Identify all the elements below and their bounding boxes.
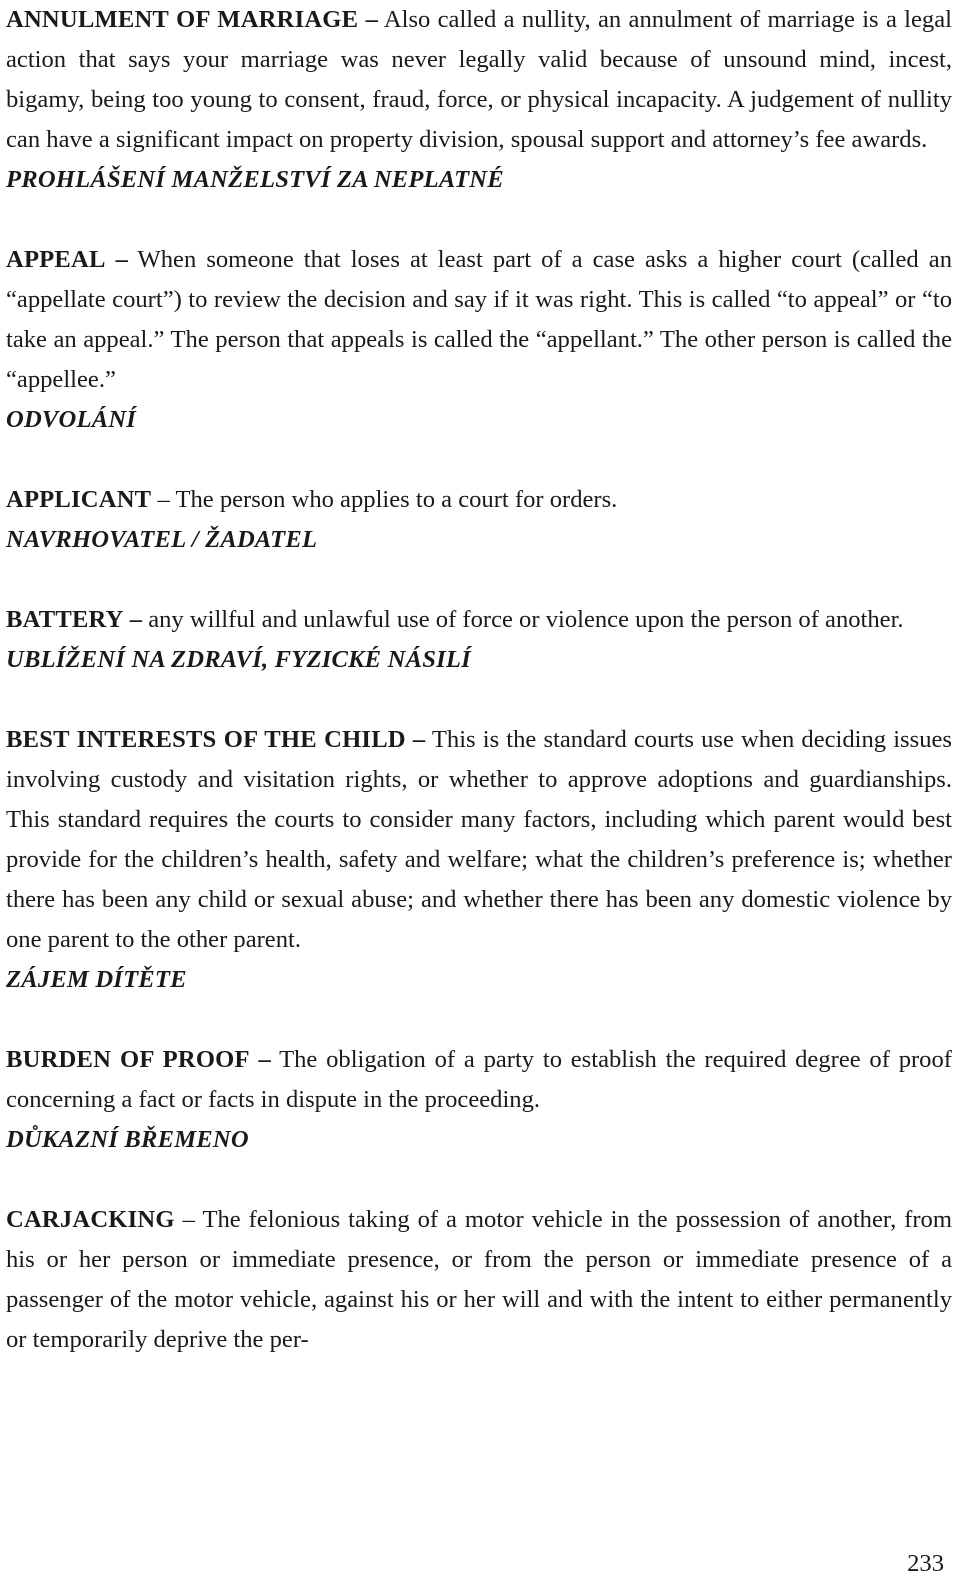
entry-body — [6, 240, 952, 400]
glossary-page — [6, 0, 952, 1400]
entry-term: BEST INTERESTS OF THE CHILD — [6, 726, 406, 753]
entry-term: APPEAL — [6, 246, 106, 273]
entry-appeal — [6, 240, 952, 440]
entry-translation: ZÁJEM DÍTĚTE — [6, 966, 187, 993]
entry-annulment-of-marriage — [6, 0, 952, 200]
entry-best-interests-of-the-child — [6, 720, 952, 1000]
entry-term: BATTERY — [6, 606, 124, 633]
entry-translation: PROHLÁŠENÍ MANŽELSTVÍ ZA NEPLATNÉ — [6, 166, 504, 193]
entry-translation: ODVOLÁNÍ — [6, 406, 137, 433]
entry-definition: The obligation of a party to establish the required degree of proof concerning a fact or facts in dispute in the proceeding. — [6, 1046, 952, 1113]
entry-definition: The felonious taking of a motor vehicle in the possession of another, from his or her person or immediate presence, or from the person or immediate presence of a passenger of the motor vehicle, against his or her will and with the intent to either permanently or temporarily deprive the per- — [6, 1206, 952, 1353]
entry-body — [6, 480, 952, 520]
entry-term: APPLICANT — [6, 486, 152, 513]
entry-definition: The person who applies to a court for orders. — [175, 486, 618, 513]
entry-translation: UBLÍŽENÍ NA ZDRAVÍ, FYZICKÉ NÁSILÍ — [6, 646, 471, 673]
entry-body — [6, 720, 952, 960]
entry-dash: – — [157, 486, 170, 513]
entry-translation: DŮKAZNÍ BŘEMENO — [6, 1126, 249, 1153]
entry-dash: – — [129, 606, 143, 633]
entry-dash: – — [115, 246, 128, 273]
entry-dash: – — [412, 726, 426, 753]
entry-definition: When someone that loses at least part of a case asks a higher court (called an “appellate court”) to review the decision and say if it was right. This is called “to appeal” or “to take an appeal.” The person that appeals is called the “appellant.” The other person is called the “appellee.” — [6, 246, 952, 393]
entry-dash: – — [258, 1046, 271, 1073]
entry-applicant — [6, 480, 952, 560]
entry-definition: any willful and unlawful use of force or violence upon the person of another. — [148, 606, 904, 633]
entry-dash: – — [182, 1206, 195, 1233]
entry-dash: – — [365, 6, 378, 33]
entry-definition: Also called a nullity, an annulment of marriage is a legal action that says your marriage was never legally valid because of unsound mind, incest, bigamy, being too young to consent, fraud, force, or physical incapacity. A judgement of nullity can have a significant impact on property division, spousal support and attorney’s fee awards. — [6, 6, 952, 153]
entry-body — [6, 1200, 952, 1360]
page-number: 233 — [907, 1550, 944, 1577]
entry-term: ANNULMENT OF MARRIAGE — [6, 6, 359, 33]
entry-body — [6, 1040, 952, 1120]
entry-body — [6, 600, 952, 640]
entry-translation: NAVRHOVATEL / ŽADATEL — [6, 526, 318, 553]
entry-definition: This is the standard courts use when deciding issues involving custody and visitation rights, or whether to approve adoptions and guardianships. This standard requires the courts to consider many factors, including which parent would best provide for the children’s health, safety and welfare; what the children’s preference is; whether there has been any child or sexual abuse; and whether there has been any domestic violence by one parent to the other parent. — [6, 726, 952, 953]
entry-term: CARJACKING — [6, 1206, 175, 1233]
entry-body — [6, 0, 952, 160]
entry-carjacking — [6, 1200, 952, 1360]
entry-battery — [6, 600, 952, 680]
entry-term: BURDEN OF PROOF — [6, 1046, 250, 1073]
entry-burden-of-proof — [6, 1040, 952, 1160]
